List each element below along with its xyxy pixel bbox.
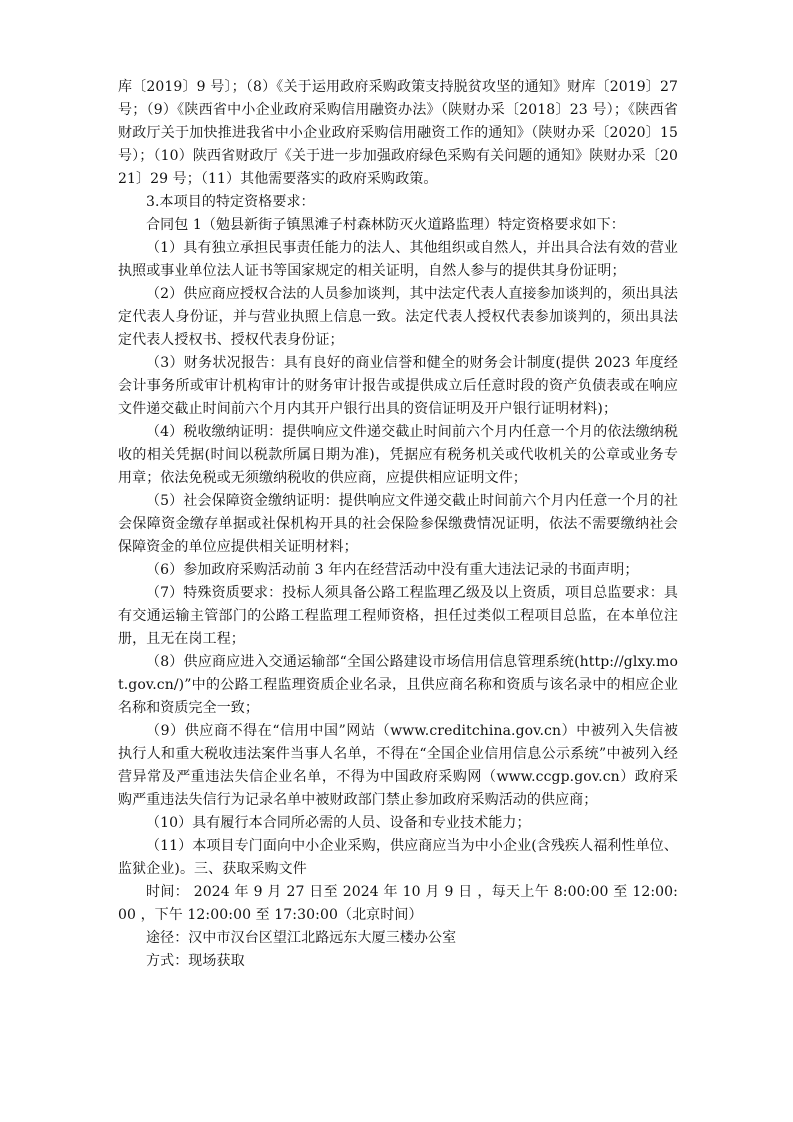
requirement-item-2: （2）供应商应授权合法的人员参加谈判，其中法定代表人直接参加谈判的，须出具法定代表人身份证，并与营业执照上信息一致。法定代表人授权代表参加谈判的，须出具法定代表人授权书、授权代表身份证； [118,286,678,348]
requirement-item-3: （3）财务状况报告：具有良好的商业信誉和健全的财务会计制度(提供 2023 年度经会计事务所或审计机构审计的财务审计报告或提供成立后任意时段的资产负债表或在响应文件递交截止时间前六个月内其开户银行出具的资信证明及开户银行证明材料)； [118,355,678,417]
document-body [118,76,678,973]
paragraph-policy-list-continued: 库〔2019〕9 号〕；（8）《关于运用政府采购政策支持脱贫攻坚的通知》财库〔2019〕27 号；（9）《陕西省中小企业政府采购信用融资办法》（陕财办采〔2018〕23 号）；《陕西省财政厅关于加快推进我省中小企业政府采购信用融资工作的通知》（陕财办采〔2020〕15 号）；（10）陕西省财政厅《关于进一步加强政府绿色采购有关问题的通知》陕财办采〔2021〕29 号；（11）其他需要落实的政府采购政策。 [118,79,678,187]
heading-special-qualification: 3.本项目的特定资格要求： [146,194,315,210]
requirement-item-8: （8）供应商应进入交通运输部“全国公路建设市场信用信息管理系统(http://glxy.mot.gov.cn/)”中的公路工程监理资质企业名录，且供应商名称和资质与该名录中的相应企业名称和资质完全一致； [118,654,678,716]
acquisition-location: 途径：汉中市汉台区望江北路远东大厦三楼办公室 [146,930,457,946]
acquisition-time: 时间： 2024 年 9 月 27 日至 2024 年 10 月 9 日 ，每天上午 8:00:00 至 12:00:00 ，下午 12:00:00 至 17:30:00（北京时间） [118,884,678,923]
requirement-item-4: （4）税收缴纳证明：提供响应文件递交截止时间前六个月内任意一个月的依法缴纳税收的相关凭据(时间以税款所属日期为准)，凭据应有税务机关或代收机关的公章或业务专用章；依法免税或无须缴纳税收的供应商，应提供相应证明文件； [118,424,678,486]
acquisition-method: 方式：现场获取 [146,953,245,969]
requirement-item-9: （9）供应商不得在“信用中国”网站（www.creditchina.gov.cn）中被列入失信被执行人和重大税收违法案件当事人名单，不得在“全国企业信用信息公示系统”中被列入经营异常及严重违法失信企业名单，不得为中国政府采购网（www.ccgp.gov.cn）政府采购严重违法失信行为记录名单中被财政部门禁止参加政府采购活动的供应商； [118,723,678,808]
requirement-item-11: （11）本项目专门面向中小企业采购，供应商应当为中小企业(含残疾人福利性单位、监狱企业)。三、获取采购文件 [118,838,678,877]
requirement-item-1: （1）具有独立承担民事责任能力的法人、其他组织或自然人，并出具合法有效的营业执照或事业单位法人证书等国家规定的相关证明，自然人参与的提供其身份证明； [118,240,678,279]
paragraph-contract-package-1: 合同包 1（勉县新街子镇黑滩子村森林防灭火道路监理）特定资格要求如下： [146,217,625,233]
requirement-item-6: （6）参加政府采购活动前 3 年内在经营活动中没有重大违法记录的书面声明； [146,562,639,578]
requirement-item-5: （5）社会保障资金缴纳证明：提供响应文件递交截止时间前六个月内任意一个月的社会保障资金缴存单据或社保机构开具的社会保险参保缴费情况证明，依法不需要缴纳社会保障资金的单位应提供相关证明材料； [118,493,678,555]
requirement-item-10: （10）具有履行本合同所必需的人员、设备和专业技术能力； [146,815,531,831]
requirement-item-7: （7）特殊资质要求：投标人须具备公路工程监理乙级及以上资质，项目总监要求：具有交通运输主管部门的公路工程监理工程师资格，担任过类似工程项目总监，在本单位注册，且无在岗工程； [118,585,678,647]
